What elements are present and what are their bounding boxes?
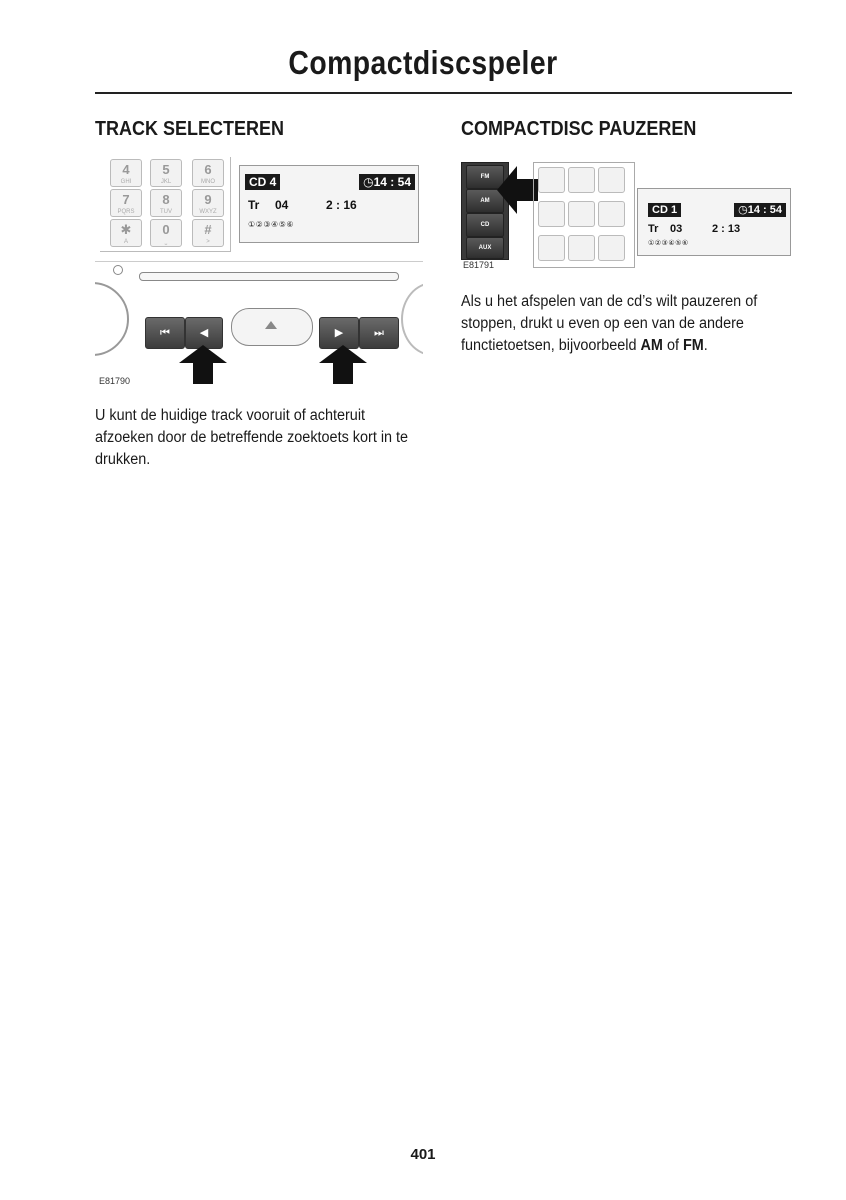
seek-forward-button[interactable]: ▶ [319,317,359,349]
keypad [100,157,231,252]
page-number: 401 [410,1146,436,1163]
key-9: 9 WXYZ [192,189,224,217]
key-hash: # > [192,219,224,247]
am-button[interactable]: AM [466,189,504,213]
dial-knob-right [401,282,423,356]
section-heading-track: TRACK SELECTEREN [95,118,285,140]
cd-pause-text-part: . [703,337,708,354]
arrow-left-icon [497,166,517,214]
cd-button[interactable]: CD [466,213,504,237]
grid-key [568,201,595,227]
eject-icon [265,321,277,329]
grid-key [598,235,625,261]
power-icon [113,265,123,275]
arrow-up-right-icon [319,345,367,363]
page-title: Compactdiscspeler [288,44,558,81]
skip-back-button[interactable]: ⏮ [145,317,185,349]
cd-pause-text [461,291,794,357]
key-7: 7 PQRS [110,189,142,217]
figure-code: E81791 [463,260,495,270]
grid-key [538,235,565,261]
lcd-track-label: Tr [648,223,659,235]
radio-lower-panel [95,261,423,362]
figure-code: E81790 [99,376,131,386]
lcd-track-number: 04 [275,198,289,212]
key-grid [533,162,635,268]
dial-knob [95,282,129,356]
lcd-elapsed-time: 2 : 16 [326,198,357,212]
track-select-text: U kunt de huidige track vooruit of achteruit afzoeken door de betreffende zoektoets kort in te drukken. [95,407,409,468]
aux-button[interactable]: AUX [466,237,504,259]
lcd-clock: ◷14 : 54 [734,203,786,217]
fm-term: FM [682,337,704,354]
lcd-track-number: 03 [670,223,683,235]
lcd-cd-number: CD 4 [245,174,280,190]
lcd-clock: ◷14 : 54 [359,174,415,190]
grid-key [598,167,625,193]
grid-key [598,201,625,227]
arrow-up-left-stem [193,362,213,384]
fm-button[interactable]: FM [466,165,504,189]
lcd-display [239,165,419,243]
lcd-track-label: Tr [248,198,260,212]
key-star: ✱ A [110,219,142,247]
cd-pause-text-part: of [662,337,683,354]
lcd-cd-number: CD 1 [648,203,681,217]
grid-key [538,201,565,227]
grid-key [568,235,595,261]
cd-slot [139,272,399,281]
skip-forward-button[interactable]: ⏭ [359,317,399,349]
grid-key [538,167,565,193]
arrow-up-right-stem [333,362,353,384]
figure-cd-pause [461,160,791,275]
lcd-display [637,188,791,256]
key-5: 5 JKL [150,159,182,187]
arrow-up-left-icon [179,345,227,363]
lcd-elapsed-time: 2 : 13 [712,223,741,235]
title-rule [95,92,792,94]
eject-button[interactable] [231,308,313,346]
key-6: 6 MNO [192,159,224,187]
key-8: 8 TUV [150,189,182,217]
key-4: 4 GHI [110,159,142,187]
lcd-disc-indicators: ①②③④⑤⑥ [248,220,295,229]
section-heading-pause: COMPACTDISC PAUZEREN [461,118,697,140]
key-0: 0 ⎵ [150,219,182,247]
cd-pause-text-part: Als u het afspelen van de cd’s wilt pauzeren of stoppen, drukt u even op een van de andere functietoetsen, bijvoorbeeld [461,293,758,354]
lcd-disc-indicators: ①②③④⑤⑥ [648,240,689,247]
figure-track-select [95,157,423,400]
grid-key [568,167,595,193]
am-term: AM [640,337,663,354]
seek-back-button[interactable]: ◀ [185,317,223,349]
